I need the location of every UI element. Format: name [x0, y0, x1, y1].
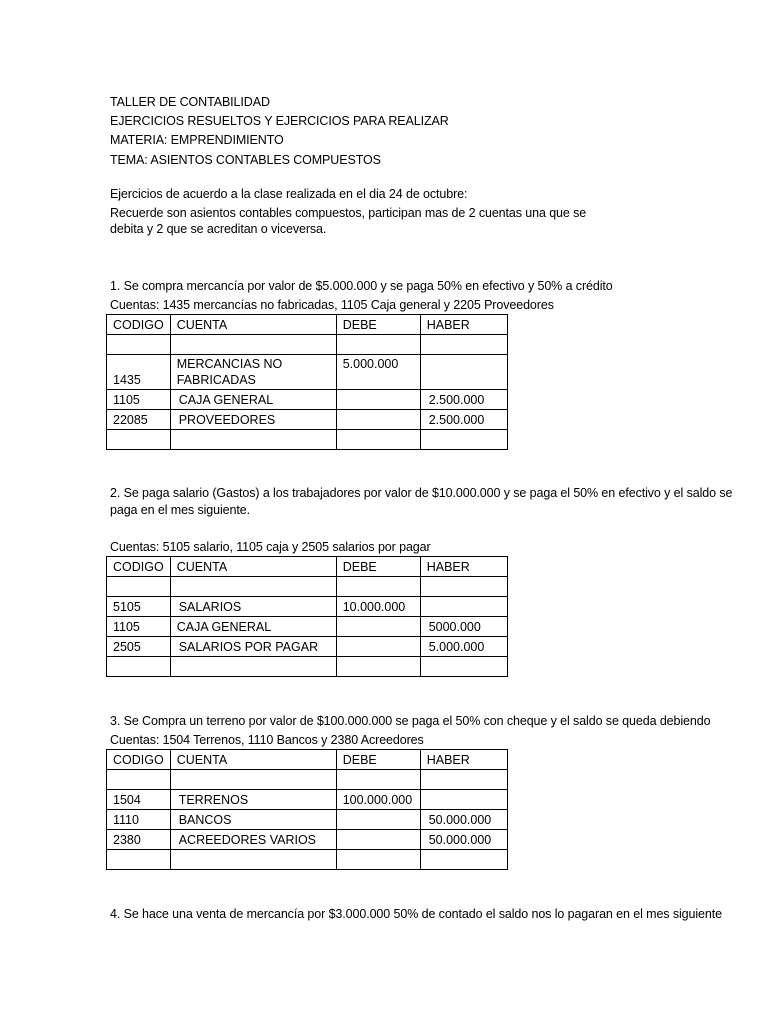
- cell-cuenta: ACREEDORES VARIOS: [170, 830, 336, 850]
- cell-codigo: 1110: [107, 810, 171, 830]
- header-title: TALLER DE CONTABILIDAD: [110, 95, 270, 109]
- exercise-3-statement: 3. Se Compra un terreno por valor de $100.000.000 se paga el 50% con cheque y el saldo se queda debiendo: [110, 714, 711, 728]
- cell-cuenta: TERRENOS: [170, 790, 336, 810]
- cell-cuenta: PROVEEDORES: [170, 410, 336, 430]
- cell-cuenta: BANCOS: [170, 810, 336, 830]
- header-codigo: CODIGO: [107, 557, 171, 577]
- exercise-1-statement: 1. Se compra mercancía por valor de $5.000.000 y se paga 50% en efectivo y 50% a crédito: [110, 279, 613, 293]
- cell-haber: 2.500.000: [420, 390, 507, 410]
- table-row-empty: [107, 430, 508, 450]
- cell-codigo: 2505: [107, 637, 171, 657]
- cell-haber: 5000.000: [420, 617, 507, 637]
- table-row: [107, 410, 508, 430]
- cell-haber: 50.000.000: [420, 830, 507, 850]
- table-header-row: [107, 557, 508, 577]
- cell-codigo: 1435: [107, 355, 171, 390]
- header-cuenta: CUENTA: [170, 315, 336, 335]
- table-row: [107, 355, 508, 390]
- cell-cuenta: CAJA GENERAL: [170, 390, 336, 410]
- cell-codigo: 22085: [107, 410, 171, 430]
- cell-cuenta: SALARIOS POR PAGAR: [170, 637, 336, 657]
- table-row: [107, 830, 508, 850]
- table-row: [107, 597, 508, 617]
- header-haber: HABER: [420, 557, 507, 577]
- cell-codigo: 5105: [107, 597, 171, 617]
- header-cuenta: CUENTA: [170, 557, 336, 577]
- intro-line-3: debita y 2 que se acreditan o viceversa.: [110, 222, 327, 236]
- exercise-2-accounts: Cuentas: 5105 salario, 1105 caja y 2505 salarios por pagar: [110, 540, 431, 554]
- header-codigo: CODIGO: [107, 750, 171, 770]
- exercise-2-statement-line-2: paga en el mes siguiente.: [110, 503, 250, 517]
- cell-cuenta: SALARIOS: [170, 597, 336, 617]
- exercise-1-accounts: Cuentas: 1435 mercancías no fabricadas, 1105 Caja general y 2205 Proveedores: [110, 298, 554, 312]
- intro-line-2: Recuerde son asientos contables compuestos, participan mas de 2 cuentas una que se: [110, 206, 587, 220]
- cell-debe: 5.000.000: [336, 355, 420, 390]
- header-haber: HABER: [420, 315, 507, 335]
- intro-line-1: Ejercicios de acuerdo a la clase realizada en el dia 24 de octubre:: [110, 187, 468, 201]
- cell-haber: 5.000.000: [420, 637, 507, 657]
- cell-debe: [336, 390, 420, 410]
- cell-debe: 100.000.000: [336, 790, 420, 810]
- cell-debe: 10.000.000: [336, 597, 420, 617]
- table-row: [107, 617, 508, 637]
- cell-cuenta: CAJA GENERAL: [170, 617, 336, 637]
- table-row: [107, 637, 508, 657]
- exercise-3-table: [106, 749, 508, 870]
- table-row-empty: [107, 577, 508, 597]
- cell-haber: [420, 597, 507, 617]
- cell-debe: [336, 810, 420, 830]
- table-row-empty: [107, 335, 508, 355]
- header-subtitle: EJERCICIOS RESUELTOS Y EJERCICIOS PARA REALIZAR: [110, 114, 449, 128]
- cell-codigo: 2380: [107, 830, 171, 850]
- cell-debe: [336, 830, 420, 850]
- header-codigo: CODIGO: [107, 315, 171, 335]
- table-row-empty: [107, 657, 508, 677]
- header-subject: MATERIA: EMPRENDIMIENTO: [110, 133, 284, 147]
- table-header-row: [107, 315, 508, 335]
- exercise-2-statement-line-1: 2. Se paga salario (Gastos) a los trabajadores por valor de $10.000.000 y se paga el 50% en efectivo y el saldo se: [110, 486, 733, 500]
- cell-codigo: 1105: [107, 617, 171, 637]
- table-row: [107, 390, 508, 410]
- cell-haber: 2.500.000: [420, 410, 507, 430]
- cell-debe: [336, 617, 420, 637]
- exercise-1-table: [106, 314, 508, 450]
- table-row: [107, 810, 508, 830]
- header-haber: HABER: [420, 750, 507, 770]
- header-debe: DEBE: [336, 557, 420, 577]
- header-cuenta: CUENTA: [170, 750, 336, 770]
- cell-debe: [336, 410, 420, 430]
- cell-haber: 50.000.000: [420, 810, 507, 830]
- exercise-3-accounts: Cuentas: 1504 Terrenos, 1110 Bancos y 2380 Acreedores: [110, 733, 424, 747]
- cell-debe: [336, 637, 420, 657]
- table-row: [107, 790, 508, 810]
- header-debe: DEBE: [336, 750, 420, 770]
- table-header-row: [107, 750, 508, 770]
- cell-cuenta: MERCANCIAS NO FABRICADAS: [170, 355, 336, 390]
- cell-haber: [420, 790, 507, 810]
- cell-codigo: 1105: [107, 390, 171, 410]
- cell-haber: [420, 355, 507, 390]
- table-row-empty: [107, 770, 508, 790]
- header-topic: TEMA: ASIENTOS CONTABLES COMPUESTOS: [110, 153, 381, 167]
- cell-codigo: 1504: [107, 790, 171, 810]
- table-row-empty: [107, 850, 508, 870]
- header-debe: DEBE: [336, 315, 420, 335]
- exercise-4-statement: 4. Se hace una venta de mercancía por $3.000.000 50% de contado el saldo nos lo pagaran en el mes siguiente: [110, 907, 722, 921]
- exercise-2-table: [106, 556, 508, 677]
